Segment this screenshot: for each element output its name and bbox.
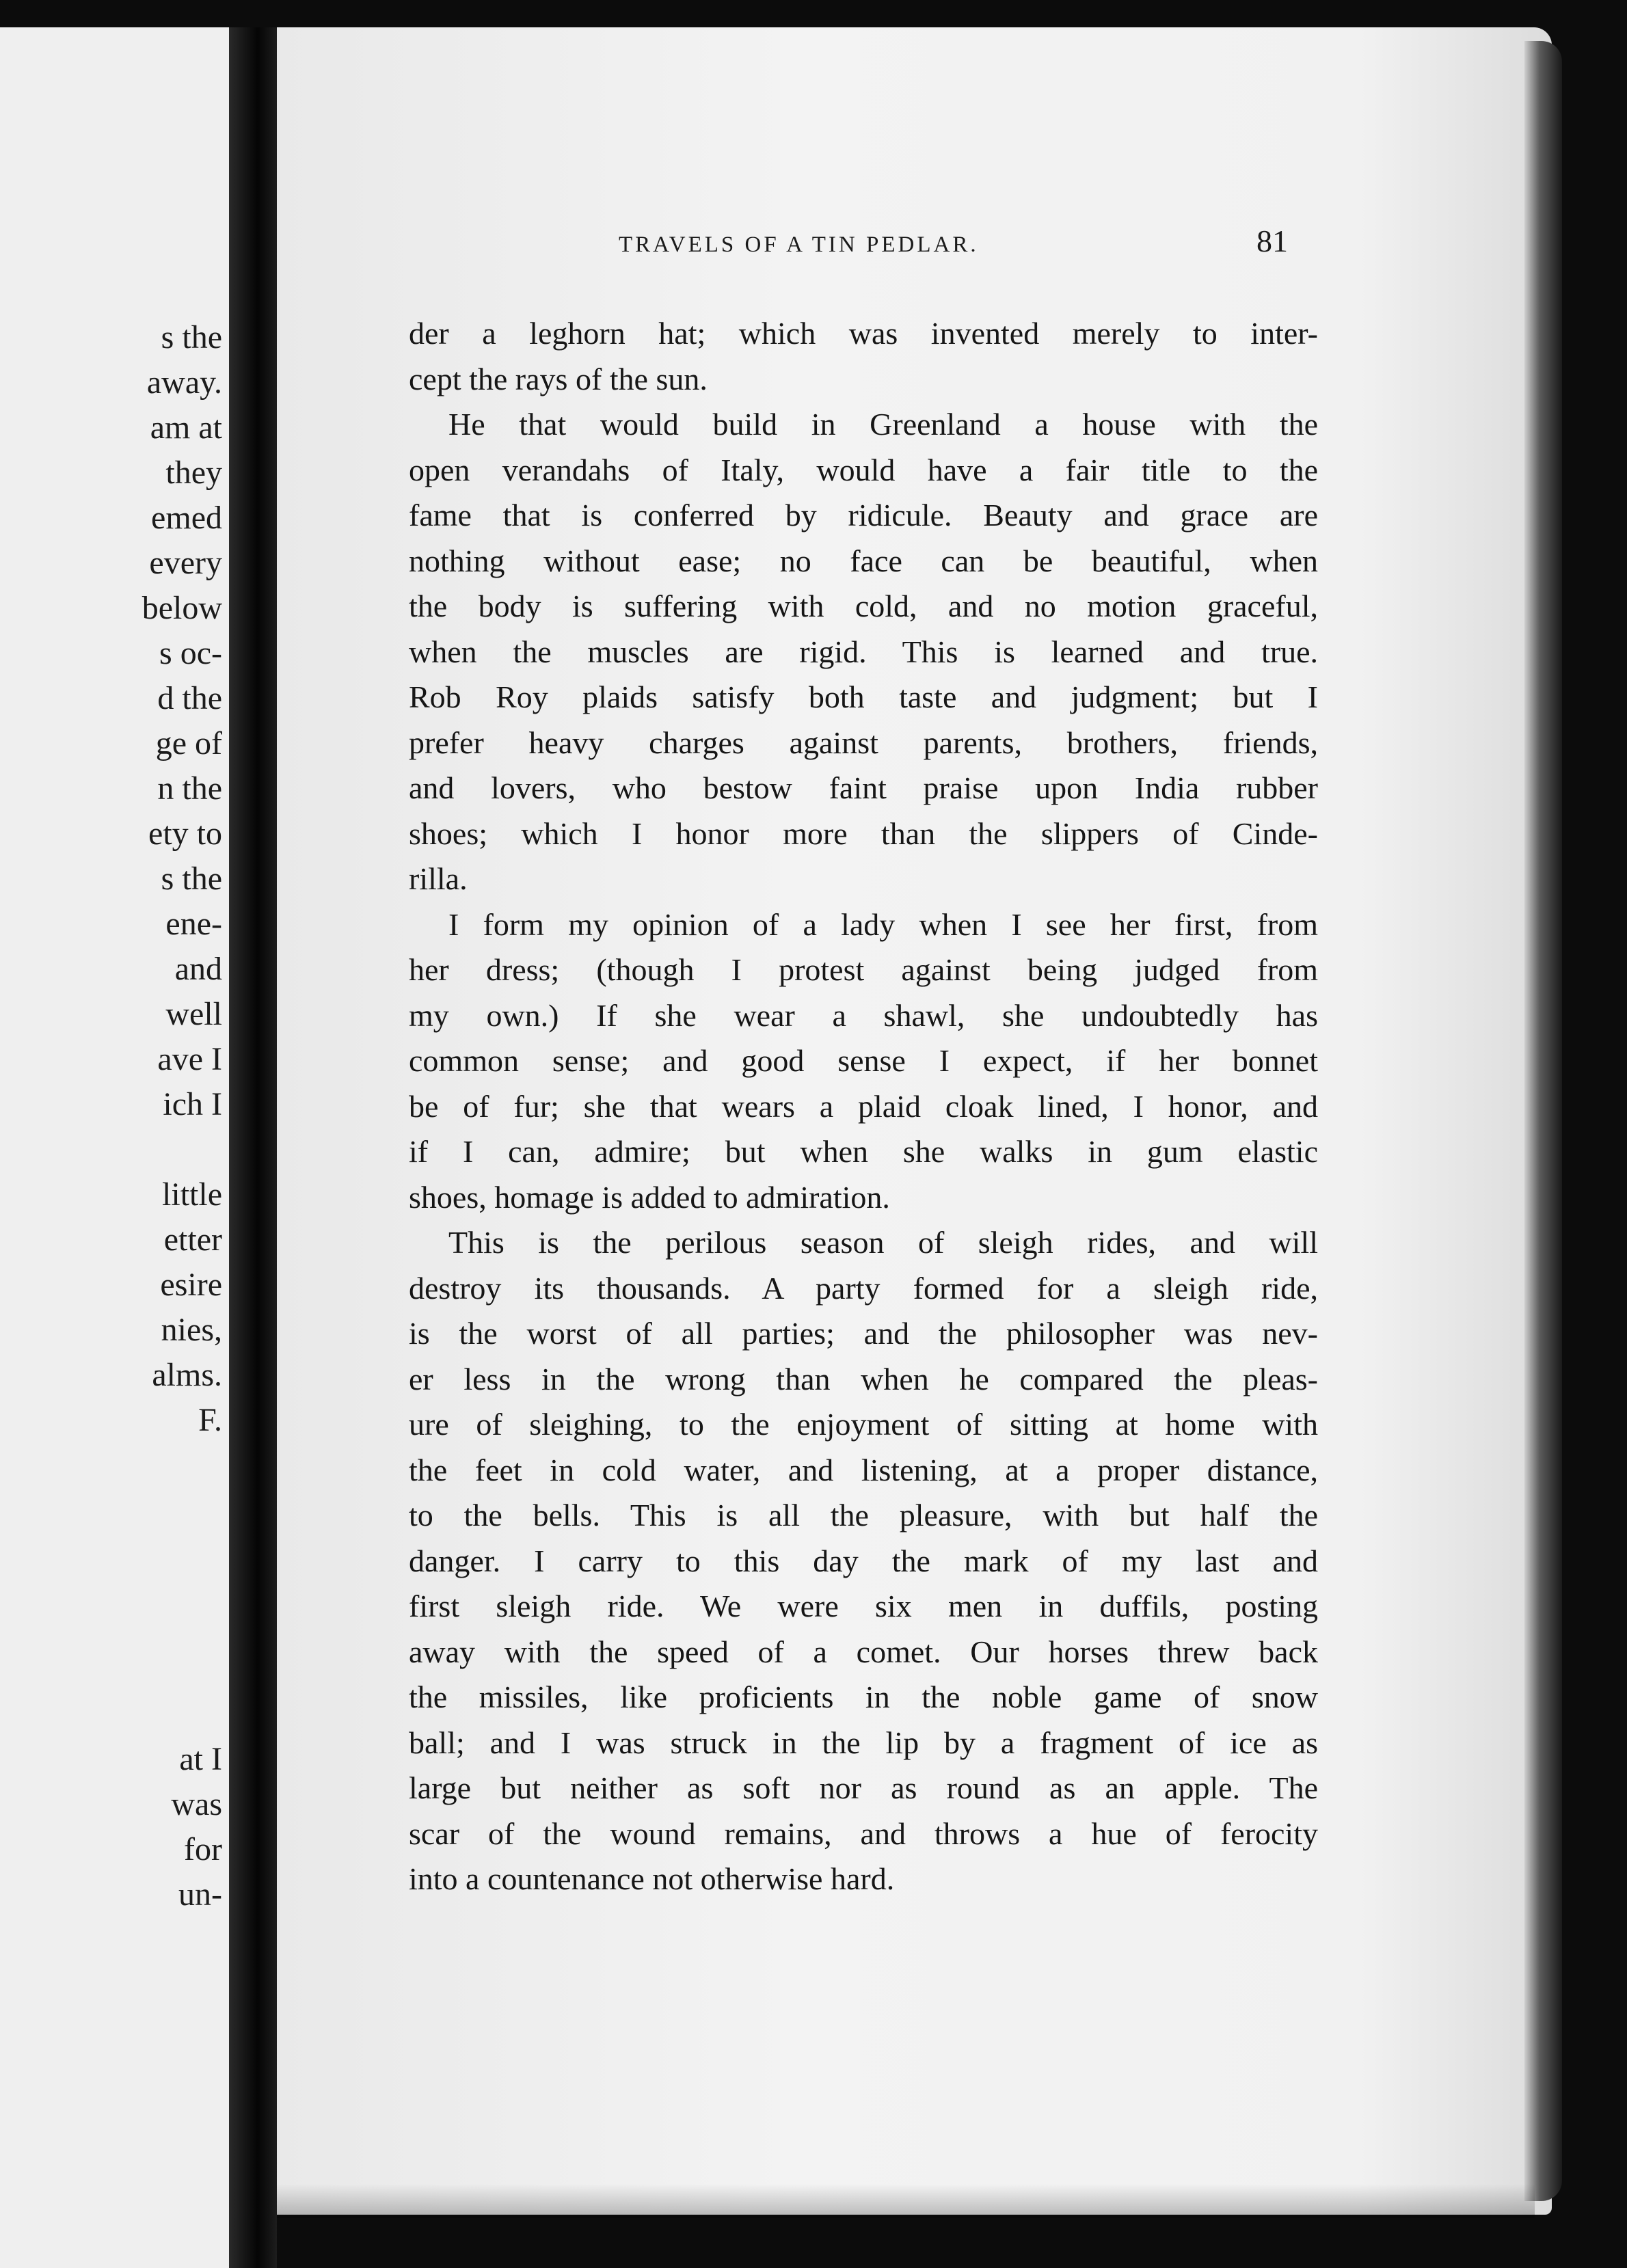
text-line: ball; and I was struck in the lip by a fragment of ice as bbox=[409, 1725, 1318, 1760]
left-page-line-fragment: away. bbox=[146, 364, 222, 401]
page-edge bbox=[1524, 41, 1562, 2201]
text-line: shoes; which I honor more than the slippers of Cinde- bbox=[409, 815, 1318, 851]
text-line: into a countenance not otherwise hard. bbox=[409, 1861, 895, 1896]
text-line: danger. I carry to this day the mark of my last and bbox=[409, 1543, 1318, 1578]
left-page-line-fragment: and bbox=[174, 951, 222, 987]
text-line: my own.) If she wear a shawl, she undoubtedly has bbox=[409, 997, 1318, 1033]
text-line: away with the speed of a comet. Our horses threw back bbox=[409, 1634, 1318, 1669]
text-line: Rob Roy plaids satisfy both taste and judgment; but I bbox=[409, 679, 1318, 714]
left-page-line-fragment: ene- bbox=[165, 906, 222, 942]
page-number: 81 bbox=[1256, 224, 1288, 258]
left-page-line-fragment: ge of bbox=[155, 725, 222, 761]
left-page-line-fragment: n the bbox=[157, 770, 222, 807]
text-line: This is the perilous season of sleigh rides, and will bbox=[448, 1225, 1318, 1260]
text-line: when the muscles are rigid. This is learned and true. bbox=[409, 634, 1318, 669]
left-page-line-fragment: every bbox=[149, 545, 222, 581]
left-page-line-fragment: esire bbox=[160, 1267, 222, 1303]
left-page-line-fragment: F. bbox=[198, 1402, 222, 1438]
text-line: rilla. bbox=[409, 861, 468, 896]
left-page-line-fragment: am at bbox=[150, 409, 222, 446]
text-line: fame that is conferred by ridicule. Beauty and grace are bbox=[409, 498, 1318, 532]
left-page-line-fragment: ety to bbox=[148, 815, 222, 852]
left-page-line-fragment: for bbox=[184, 1831, 222, 1867]
text-line: large but neither as soft nor as round as an apple. The bbox=[409, 1770, 1318, 1805]
left-page-line-fragment: little bbox=[162, 1176, 222, 1213]
text-line: der a leghorn hat; which was invented merely to inter- bbox=[409, 316, 1318, 351]
left-page-line-fragment: well bbox=[165, 996, 222, 1032]
left-page-line-fragment: s the bbox=[161, 319, 222, 355]
text-line: prefer heavy charges against parents, brothers, friends, bbox=[409, 725, 1318, 760]
page-bottom-shadow bbox=[277, 2184, 1535, 2218]
text-line: scar of the wound remains, and throws a hue of ferocity bbox=[409, 1815, 1318, 1851]
left-page-line-fragment: s the bbox=[161, 861, 222, 897]
text-line: first sleigh ride. We were six men in duffils, posting bbox=[409, 1589, 1318, 1623]
left-page-line-fragment: emed bbox=[151, 500, 222, 536]
text-line: destroy its thousands. A party formed for a sleigh ride, bbox=[409, 1270, 1318, 1306]
text-line: cept the rays of the sun. bbox=[409, 361, 708, 396]
left-page-line-fragment: ich I bbox=[163, 1086, 222, 1122]
running-header: TRAVELS OF A TIN PEDLAR. bbox=[619, 232, 979, 257]
text-line: the missiles, like proficients in the noble game of snow bbox=[409, 1679, 1318, 1714]
text-line: to the bells. This is all the pleasure, with but half the bbox=[409, 1498, 1318, 1533]
left-facing-page bbox=[0, 27, 229, 2268]
left-page-line-fragment: was bbox=[171, 1786, 222, 1822]
left-page-line-fragment: etter bbox=[163, 1221, 222, 1258]
left-page-line-fragment: ave I bbox=[157, 1041, 222, 1077]
left-page-line-fragment: alms. bbox=[152, 1357, 222, 1393]
text-line: and lovers, who bestow faint praise upon India rubber bbox=[409, 770, 1318, 805]
text-line: her dress; (though I protest against being judged from bbox=[409, 952, 1318, 987]
left-page-line-fragment: d the bbox=[157, 680, 222, 716]
text-line: if I can, admire; but when she walks in gum elastic bbox=[409, 1134, 1318, 1169]
book-gutter bbox=[229, 27, 277, 2268]
text-line: ure of sleighing, to the enjoyment of sitting at home with bbox=[409, 1407, 1318, 1442]
left-page-line-fragment: s oc- bbox=[159, 635, 222, 671]
left-page-line-fragment: nies, bbox=[161, 1312, 222, 1348]
text-line: He that would build in Greenland a house with the bbox=[448, 407, 1318, 442]
text-line: be of fur; she that wears a plaid cloak lined, I honor, and bbox=[409, 1088, 1318, 1124]
text-line: I form my opinion of a lady when I see her first, from bbox=[448, 906, 1318, 942]
left-page-line-fragment: at I bbox=[179, 1741, 222, 1777]
left-page-line-fragment: below bbox=[142, 590, 222, 626]
text-line: the body is suffering with cold, and no motion graceful, bbox=[409, 589, 1318, 623]
text-line: the feet in cold water, and listening, at a proper distance, bbox=[409, 1452, 1318, 1487]
left-page-line-fragment: they bbox=[165, 455, 222, 491]
body-text bbox=[409, 311, 1318, 1902]
text-line: is the worst of all parties; and the philosopher was nev- bbox=[409, 1316, 1318, 1351]
text-line: shoes, homage is added to admiration. bbox=[409, 1179, 890, 1215]
left-page-line-fragment: un- bbox=[178, 1876, 222, 1913]
text-line: er less in the wrong than when he compared the pleas- bbox=[409, 1361, 1318, 1396]
text-line: nothing without ease; no face can be beautiful, when bbox=[409, 543, 1318, 578]
text-line: common sense; and good sense I expect, if her bonnet bbox=[409, 1043, 1318, 1078]
text-line: open verandahs of Italy, would have a fair title to the bbox=[409, 452, 1318, 487]
